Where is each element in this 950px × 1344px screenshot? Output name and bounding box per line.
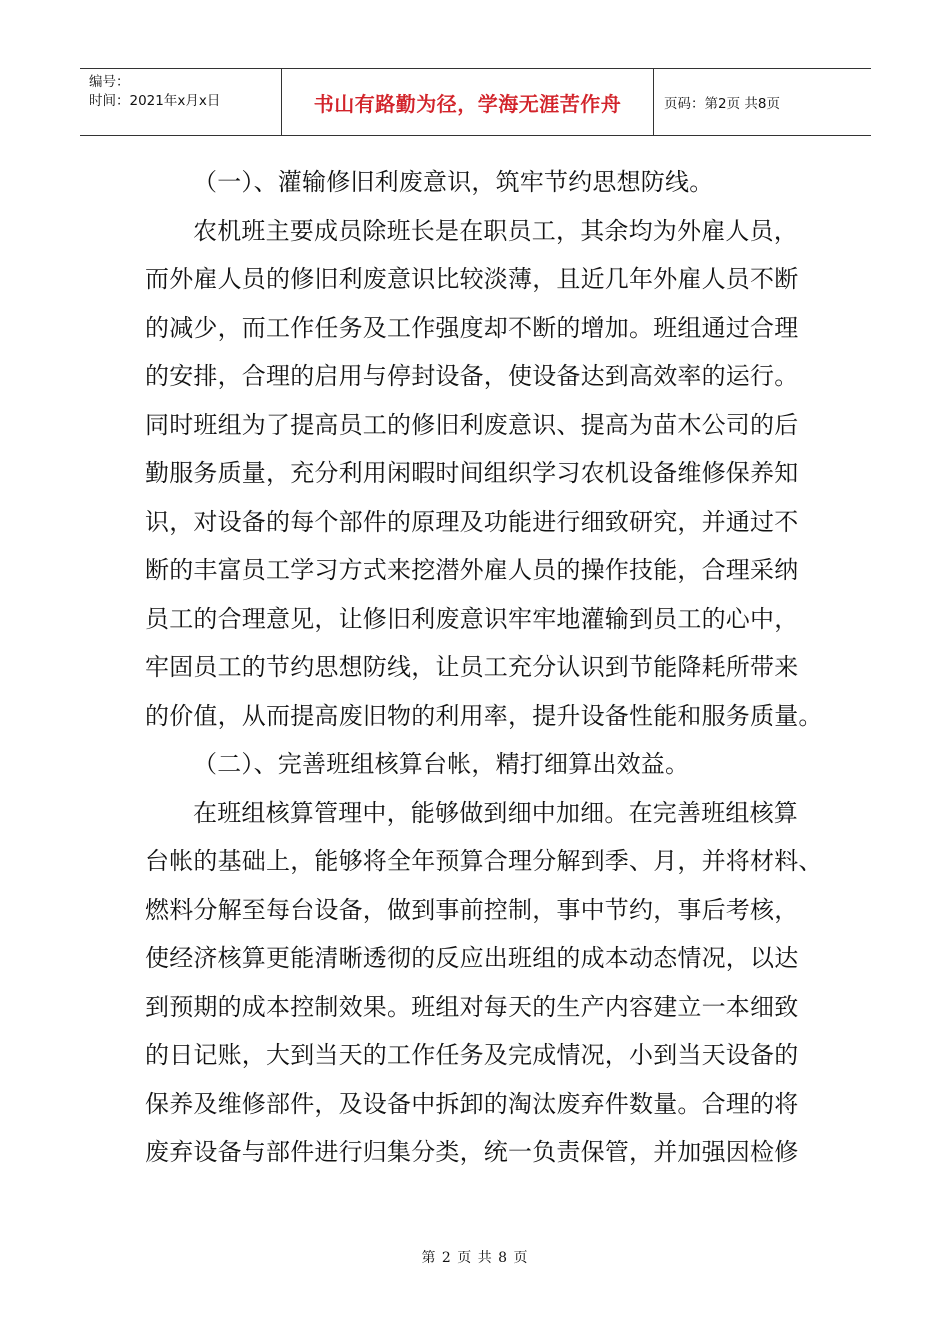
body-line: 断的丰富员工学习方式来挖潜外雇人员的操作技能，合理采纳 — [145, 556, 799, 584]
body-line: 农机班主要成员除班长是在职员工，其余均为外雇人员， — [193, 216, 798, 245]
time-label: 时间：2021年x月x日 — [89, 93, 221, 109]
body-line: 同时班组为了提高员工的修旧利废意识、提高为苗木公司的后 — [145, 410, 799, 439]
body-line: 在班组核算管理中，能够做到细中加细。在完善班组核算 — [193, 798, 798, 827]
body-line: 燃料分解至每台设备，做到事前控制，事中节约，事后考核， — [145, 895, 799, 924]
body-line: 而外雇人员的修旧利废意识比较淡薄，且近几年外雇人员不断 — [145, 265, 799, 293]
page-footer: 第 2 页 共 8 页 — [421, 1250, 529, 1266]
body-line: 勤服务质量，充分利用闲暇时间组织学习农机设备维修保养知 — [145, 459, 799, 487]
body-line: 保养及维修部件，及设备中拆卸的淘汰废弃件数量。合理的将 — [145, 1089, 799, 1118]
body-line: 的减少，而工作任务及工作强度却不断的增加。班组通过合理 — [145, 313, 799, 342]
header-slogan: 书山有路勤为径，学海无涯苦作舟 — [282, 69, 654, 135]
body-line: 废弃设备与部件进行归集分类，统一负责保管，并加强因检修 — [145, 1138, 799, 1166]
body-line: 的价值，从而提高废旧物的利用率，提升设备性能和服务质量。 — [145, 701, 823, 730]
body-line: 使经济核算更能清晰透彻的反应出班组的成本动态情况，以达 — [145, 944, 799, 972]
body-line: 的日记账，大到当天的工作任务及完成情况，小到当天设备的 — [145, 1041, 799, 1069]
header-meta — [80, 69, 282, 135]
document-header — [80, 68, 871, 136]
body-line: 台帐的基础上，能够将全年预算合理分解到季、月，并将材料、 — [145, 847, 823, 875]
body-line: 到预期的成本控制效果。班组对每天的生产内容建立一本细致 — [145, 992, 799, 1021]
body-line: 的安排，合理的启用与停封设备，使设备达到高效率的运行。 — [145, 362, 799, 390]
body-line: 员工的合理意见，让修旧利废意识牢牢地灌输到员工的心中， — [145, 604, 799, 633]
body-line: （二）、完善班组核算台帐，精打细算出效益。 — [193, 750, 690, 778]
body-line: （一）、灌输修旧利废意识，筑牢节约思想防线。 — [193, 168, 714, 196]
body-line: 牢固员工的节约思想防线，让员工充分认识到节能降耗所带来 — [145, 653, 799, 681]
body-line: 识，对设备的每个部件的原理及功能进行细致研究，并通过不 — [145, 507, 799, 536]
header-page-info: 页码：第2页 共8页 — [664, 96, 780, 112]
number-label: 编号： — [89, 74, 130, 90]
document-body — [145, 158, 823, 1177]
